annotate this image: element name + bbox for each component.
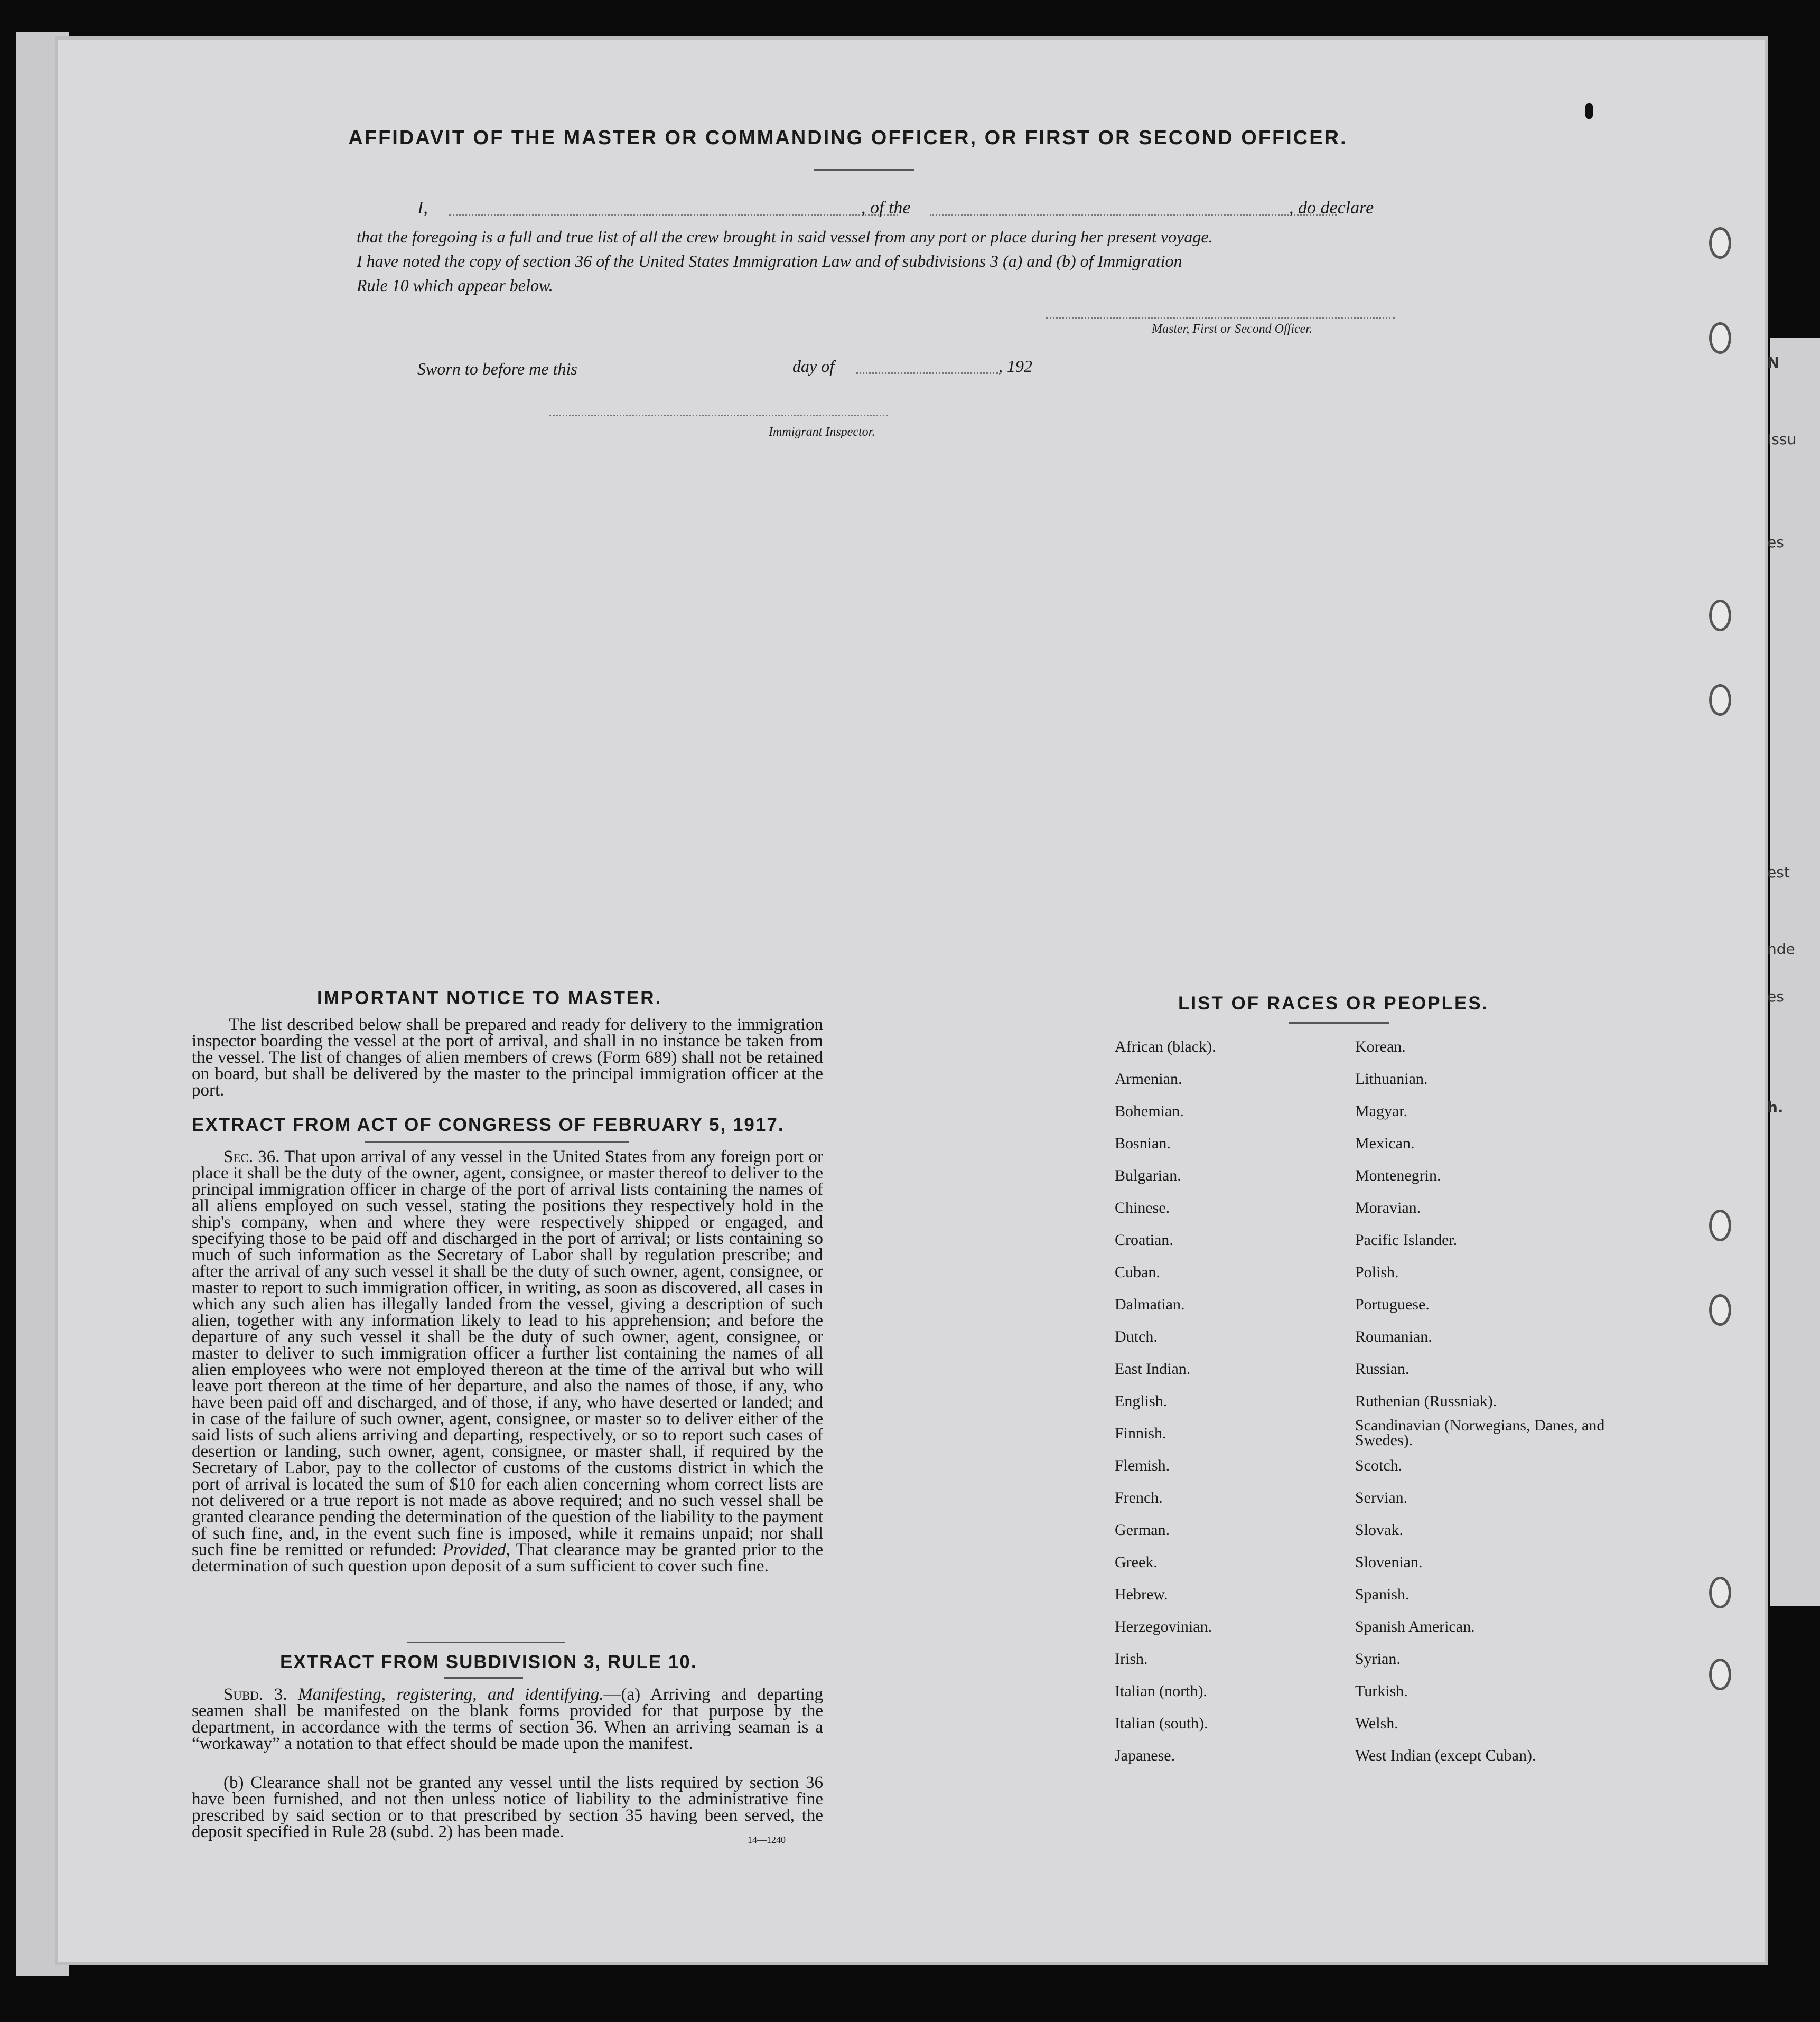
extract-rule-divider-top [407, 1642, 565, 1643]
sec-36-text: That upon arrival of any vessel in the United States from any foreign port or place it shall be the duty of the owner, agent, consignee, or master thereof to deliver to the principal immigration officer in charge of the port of arrival lists containing the names of all aliens employed on such vessel, stating the positions they respectively hold in the ship's company, when and where they were respectively shipped or engaged, and specifying those to be paid off and discharged in the port of arrival; or lists containing so much of such information as the Secretary of Labor shall by regulation prescribe; and after the arrival of any such vessel it shall be the duty of such owner, agent, consignee, or master to report to such immigration officer, in writing, as soon as discovered, all cases in which any such alien has illegally landed from the vessel, giving a description of such alien, together with any information likely to lead to his apprehension; and before the departure of any such vessel it shall be the duty of such owner, agent, consignee, or master to deliver to such immigration officer a further list containing the names of all alien employees who were not employed thereon at the time of the arrival but who will leave port thereon at the time of her departure, and also the names of those, if any, who have been paid off and discharged, and of those, if any, who have deserted or landed; and in case of the failure of such owner, agent, consignee, or master so to deliver either of the said lists of such aliens arriving and departing, respectively, or so to report such cases of desertion or landing, such owner, agent, consignee, or master shall, if required by the Secretary of Labor, pay to the collector of customs of the customs district in which the port of arrival is located the sum of $10 for each alien concerning whom correct lists are not delivered or a true report is not made as above required; and no such vessel shall be granted clearance pending the determination of the question of the liability to the payment of such fine, and, in the event such fine is imposed, while it remains unpaid; nor shall such fine be remitted or refunded: [192, 1147, 823, 1559]
vessel-blank [930, 214, 1337, 216]
race-item: Spanish American. [1355, 1618, 1475, 1635]
race-item: Japanese. [1115, 1747, 1175, 1764]
extract-act-divider [365, 1141, 629, 1143]
race-item: African (black). [1115, 1038, 1216, 1055]
race-item: English. [1115, 1392, 1168, 1410]
affidavit-i: I, [417, 198, 428, 218]
subd-label: Subd. 3. [223, 1685, 287, 1704]
provided-text: Provided, [442, 1540, 510, 1559]
binding-hole [1709, 1210, 1731, 1241]
race-item: Magyar. [1355, 1102, 1408, 1120]
extract-rule-para-b: (b) Clearance shall not be granted any vessel until the lists required by section 36 have been furnished, and not then unless notice of liability to the administrative fine prescribed by said section or to that prescribed by section 35 having been served, the deposit specified in Rule 28 (subd. 2) has been made. [192, 1773, 823, 1841]
affidavit-of-the: , of the [861, 198, 911, 218]
race-item: German. [1115, 1521, 1170, 1539]
subd-text: —(a) Arriving and departing seamen shall be manifested on the blank forms provided for that purpose by the department, in accordance with the terms of section 36. When an arriving seaman is a “workaway” a notation to that effect should be made upon the manifest. [192, 1685, 824, 1753]
race-item: Ruthenian (Russniak). [1355, 1392, 1497, 1410]
affidavit-line-3: I have noted the copy of section 36 of the United States Immigration Law and of subdivisions 3 (a) and (b) of Immigration [357, 251, 1182, 270]
race-item: Hebrew. [1115, 1586, 1168, 1603]
year-text: , 192 [998, 357, 1032, 376]
affidavit-heading: AFFIDAVIT OF THE MASTER OR COMMANDING OFFICER, OR FIRST OR SECOND OFFICER. [348, 127, 1348, 149]
race-item: Cuban. [1115, 1263, 1160, 1281]
name-blank [449, 214, 898, 216]
race-item: Scandinavian (Norwegians, Danes, and Swedes). [1355, 1417, 1605, 1449]
notice-heading: IMPORTANT NOTICE TO MASTER. [317, 988, 662, 1008]
race-item: Armenian. [1115, 1070, 1182, 1088]
race-item: Turkish. [1355, 1682, 1408, 1700]
ink-spot [1585, 103, 1593, 119]
affidavit-do-declare: , do declare [1289, 198, 1374, 218]
race-item: Irish. [1115, 1650, 1148, 1668]
races-right-column [1355, 1038, 1609, 1820]
binding-hole [1709, 1294, 1731, 1326]
race-item: Pacific Islander. [1355, 1231, 1458, 1249]
race-item: Herzegovinian. [1115, 1618, 1212, 1635]
sec-36-label: Sec. 36. [223, 1147, 280, 1166]
race-item: Roumanian. [1355, 1328, 1432, 1345]
race-item: Moravian. [1355, 1199, 1421, 1216]
race-item: Greek. [1115, 1553, 1158, 1571]
races-divider [1289, 1022, 1389, 1024]
extract-act-body [192, 1149, 823, 1575]
race-item: West Indian (except Cuban). [1355, 1747, 1536, 1764]
affidavit-line-4: Rule 10 which appear below. [357, 276, 553, 295]
race-item: Dalmatian. [1115, 1296, 1185, 1313]
race-item: Spanish. [1355, 1586, 1410, 1603]
inspector-signature-blank [549, 415, 888, 416]
binding-hole [1709, 227, 1731, 259]
affidavit-line-2: that the foregoing is a full and true list of all the crew brought in said vessel from any port or place during her present voyage. [357, 227, 1213, 246]
sworn-text: Sworn to before me this [417, 359, 577, 378]
edge-mark: N [1767, 354, 1780, 371]
race-item: Mexican. [1355, 1135, 1415, 1152]
race-item: French. [1115, 1489, 1163, 1506]
race-item: Croatian. [1115, 1231, 1173, 1249]
race-item: Montenegrin. [1355, 1167, 1441, 1184]
sec-36-text-end: That clearance may be granted prior to the determination of such question upon deposit of a sum sufficient to cover such fine. [192, 1540, 824, 1576]
race-item: East Indian. [1115, 1360, 1191, 1378]
form-number: 14—1240 [748, 1834, 786, 1845]
race-item: Slovenian. [1355, 1553, 1423, 1571]
extract-act-heading: EXTRACT FROM ACT OF CONGRESS OF FEBRUARY 5, 1917. [192, 1115, 785, 1135]
race-item: Polish. [1355, 1263, 1399, 1281]
race-item: Scotch. [1355, 1457, 1403, 1474]
binding-hole [1709, 684, 1731, 716]
race-item: Lithuanian. [1355, 1070, 1428, 1088]
edge-mark: h. [1767, 1099, 1784, 1116]
master-signature-label: Master, First or Second Officer. [1152, 322, 1312, 336]
extract-rule-heading: EXTRACT FROM SUBDIVISION 3, RULE 10. [280, 1652, 697, 1672]
notice-body: The list described below shall be prepared and ready for delivery to the immigration inspector boarding the vessel at the port of arrival, and shall in no instance be taken from the vessel. The list of changes of alien members of crews (Form 689) shall not be retained on board, but shall be delivered by the master to the principal immigration officer at the port. [192, 1015, 823, 1100]
race-item: Korean. [1355, 1038, 1406, 1055]
underlying-page-right [1770, 338, 1820, 1606]
edge-mark: Issu [1767, 430, 1797, 448]
subd-title: Manifesting, registering, and identifying. [298, 1685, 604, 1704]
binding-hole [1709, 1659, 1731, 1690]
race-item: Dutch. [1115, 1328, 1158, 1345]
edge-mark: es [1767, 988, 1784, 1005]
race-item: Finnish. [1115, 1425, 1166, 1442]
race-item: Chinese. [1115, 1199, 1170, 1216]
race-item: Italian (south). [1115, 1715, 1208, 1732]
race-item: Slovak. [1355, 1521, 1403, 1539]
races-heading: LIST OF RACES OR PEOPLES. [1178, 993, 1489, 1014]
master-signature-blank [1046, 317, 1395, 319]
race-item: Portuguese. [1355, 1296, 1430, 1313]
race-item: Flemish. [1115, 1457, 1170, 1474]
race-item: Russian. [1355, 1360, 1410, 1378]
extract-rule-divider [444, 1677, 523, 1679]
race-item: Welsh. [1355, 1715, 1398, 1732]
races-left-column [1115, 1038, 1337, 1820]
race-item: Bosnian. [1115, 1135, 1171, 1152]
day-of-text: day of [792, 357, 835, 376]
inspector-signature-label: Immigrant Inspector. [769, 425, 875, 439]
manifest-back-page [58, 40, 1765, 1962]
race-item: Bulgarian. [1115, 1167, 1181, 1184]
binding-hole [1709, 600, 1731, 631]
race-item: Syrian. [1355, 1650, 1401, 1668]
extract-rule-para-a [192, 1687, 823, 1752]
binding-hole [1709, 322, 1731, 354]
binding-hole [1709, 1577, 1731, 1608]
month-blank [856, 372, 998, 374]
race-item: Italian (north). [1115, 1682, 1207, 1700]
edge-mark: es [1767, 533, 1784, 551]
race-item: Servian. [1355, 1489, 1408, 1506]
race-item: Bohemian. [1115, 1102, 1184, 1120]
heading-divider [814, 169, 914, 171]
edge-mark: nde [1767, 940, 1795, 958]
edge-mark: est [1767, 864, 1790, 881]
